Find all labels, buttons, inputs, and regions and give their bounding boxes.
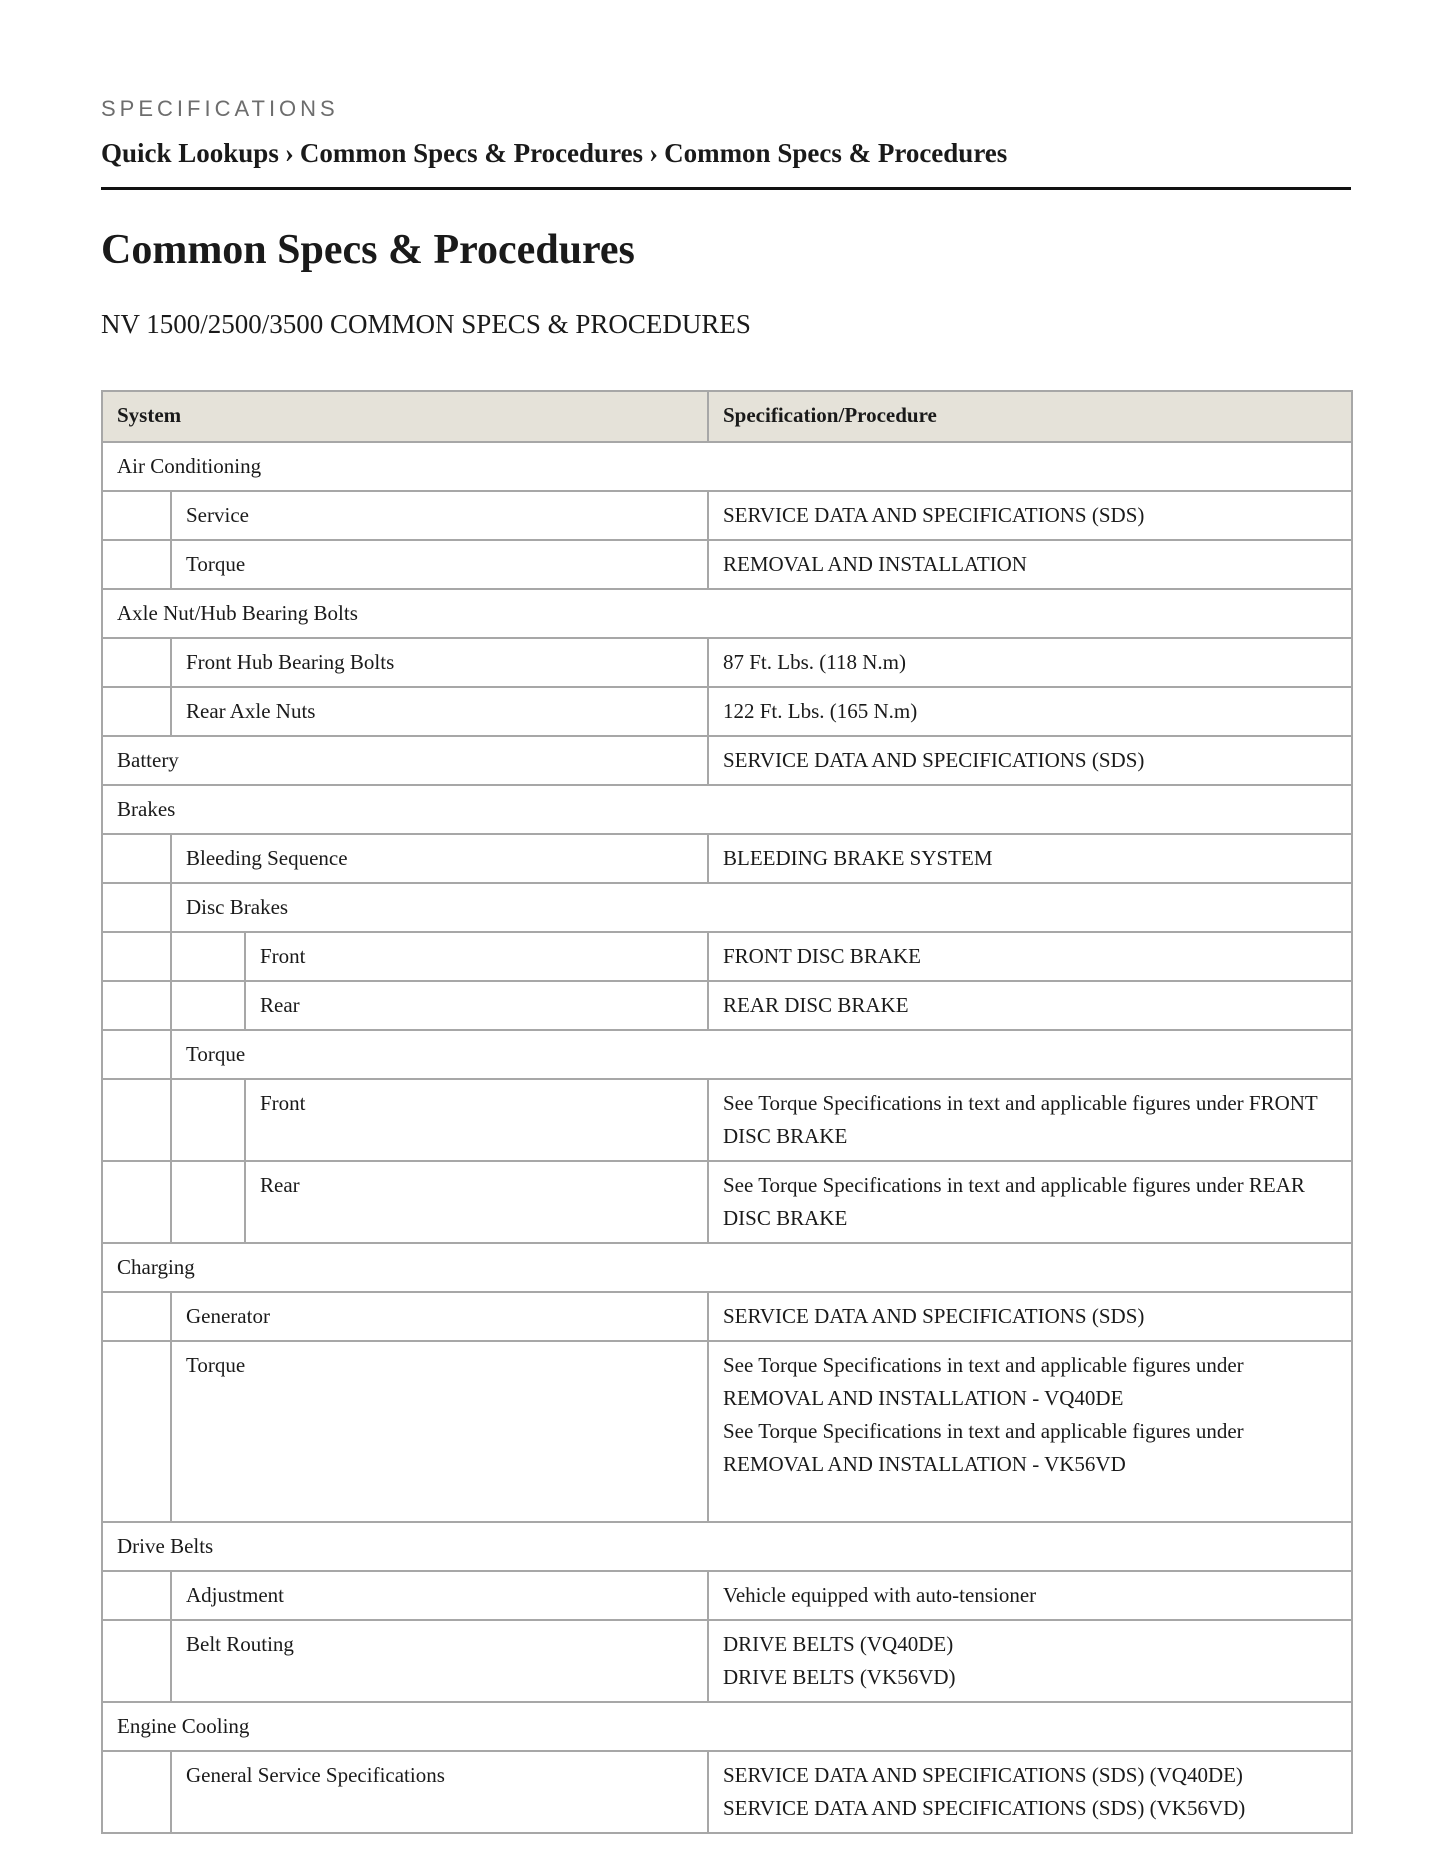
- page-subtitle: NV 1500/2500/3500 COMMON SPECS & PROCEDURES: [101, 309, 751, 339]
- system-cell: Adjustment: [171, 1571, 708, 1620]
- header-divider: [101, 187, 1351, 190]
- breadcrumb-separator: ›: [649, 138, 659, 168]
- indent-cell: [102, 1292, 171, 1341]
- system-cell: Disc Brakes: [171, 883, 1352, 932]
- breadcrumb: [101, 138, 1007, 169]
- indent-cell: [102, 1341, 171, 1522]
- table-row: [102, 1702, 1352, 1751]
- system-cell: Torque: [171, 540, 708, 589]
- system-cell: Battery: [102, 736, 708, 785]
- indent-cell: [171, 1161, 245, 1243]
- spec-cell: [708, 1751, 1352, 1833]
- indent-cell: [102, 883, 171, 932]
- indent-cell: [171, 932, 245, 981]
- system-cell: Rear: [245, 1161, 708, 1243]
- table-row: [102, 1620, 1352, 1702]
- spec-cell: [708, 1341, 1352, 1522]
- table-row: [102, 834, 1352, 883]
- indent-cell: [102, 687, 171, 736]
- spec-link[interactable]: REAR DISC BRAKE: [723, 993, 909, 1017]
- indent-cell: [171, 981, 245, 1030]
- indent-cell: [102, 1571, 171, 1620]
- system-cell: Torque: [171, 1030, 1352, 1079]
- system-cell: Belt Routing: [171, 1620, 708, 1702]
- table-row: [102, 1571, 1352, 1620]
- indent-cell: [102, 1030, 171, 1079]
- system-cell: Front: [245, 932, 708, 981]
- spec-link[interactable]: See Torque Specifications in text and applicable figures under REMOVAL AND INSTALLATION - VQ40DE: [723, 1353, 1244, 1410]
- system-cell: Charging: [102, 1243, 1352, 1292]
- table-row: [102, 491, 1352, 540]
- spec-link[interactable]: See Torque Specifications in text and applicable figures under REAR DISC BRAKE: [723, 1173, 1305, 1230]
- table-row: [102, 687, 1352, 736]
- spec-link[interactable]: SERVICE DATA AND SPECIFICATIONS (SDS): [723, 748, 1145, 772]
- section-kicker: SPECIFICATIONS: [101, 96, 339, 121]
- spec-cell: [708, 1620, 1352, 1702]
- spec-cell: [708, 736, 1352, 785]
- spec-link[interactable]: SERVICE DATA AND SPECIFICATIONS (SDS) (VK56VD): [723, 1796, 1246, 1820]
- spec-cell: [708, 1079, 1352, 1161]
- spec-link[interactable]: SERVICE DATA AND SPECIFICATIONS (SDS): [723, 1304, 1145, 1328]
- indent-cell: [102, 932, 171, 981]
- system-cell: Rear: [245, 981, 708, 1030]
- spec-link[interactable]: 122 Ft. Lbs. (165 N.m): [723, 699, 918, 723]
- spec-cell: [708, 981, 1352, 1030]
- table-row: [102, 883, 1352, 932]
- breadcrumb-item-current: Common Specs & Procedures: [664, 138, 1008, 168]
- indent-cell: [102, 1079, 171, 1161]
- system-cell: Front: [245, 1079, 708, 1161]
- spec-cell: [708, 932, 1352, 981]
- system-cell: Torque: [171, 1341, 708, 1522]
- spec-cell: [708, 1292, 1352, 1341]
- table-row: [102, 589, 1352, 638]
- indent-cell: [102, 981, 171, 1030]
- table-row: [102, 638, 1352, 687]
- spec-cell: [708, 1571, 1352, 1620]
- system-cell: Air Conditioning: [102, 442, 1352, 491]
- system-cell: Rear Axle Nuts: [171, 687, 708, 736]
- system-cell: Drive Belts: [102, 1522, 1352, 1571]
- table-row: [102, 540, 1352, 589]
- spec-cell: [708, 1161, 1352, 1243]
- spec-link[interactable]: See Torque Specifications in text and applicable figures under FRONT DISC BRAKE: [723, 1091, 1318, 1148]
- table-row: [102, 1030, 1352, 1079]
- system-cell: Axle Nut/Hub Bearing Bolts: [102, 589, 1352, 638]
- table-row: [102, 1522, 1352, 1571]
- table-row: [102, 736, 1352, 785]
- spec-cell: [708, 834, 1352, 883]
- spec-link[interactable]: SERVICE DATA AND SPECIFICATIONS (SDS): [723, 503, 1145, 527]
- indent-cell: [102, 491, 171, 540]
- table-row: [102, 1292, 1352, 1341]
- spec-link[interactable]: FRONT DISC BRAKE: [723, 944, 921, 968]
- spec-cell: [708, 540, 1352, 589]
- table-row: [102, 1341, 1352, 1522]
- spec-link[interactable]: SERVICE DATA AND SPECIFICATIONS (SDS) (VQ40DE): [723, 1763, 1243, 1787]
- indent-cell: [102, 638, 171, 687]
- table-row: [102, 1079, 1352, 1161]
- system-cell: Front Hub Bearing Bolts: [171, 638, 708, 687]
- system-cell: Engine Cooling: [102, 1702, 1352, 1751]
- indent-cell: [171, 1079, 245, 1161]
- spec-link[interactable]: DRIVE BELTS (VK56VD): [723, 1665, 956, 1689]
- spec-link[interactable]: DRIVE BELTS (VQ40DE): [723, 1632, 954, 1656]
- spec-cell: [708, 687, 1352, 736]
- table-row: [102, 981, 1352, 1030]
- table-row: [102, 1161, 1352, 1243]
- system-cell: Generator: [171, 1292, 708, 1341]
- column-header-spec: Specification/Procedure: [708, 391, 1352, 442]
- indent-cell: [102, 1751, 171, 1833]
- column-header-system: System: [102, 391, 708, 442]
- specs-table: [101, 390, 1353, 1834]
- breadcrumb-item-common-specs[interactable]: Common Specs & Procedures: [299, 138, 644, 168]
- spec-link[interactable]: REMOVAL AND INSTALLATION: [723, 552, 1027, 576]
- table-header-row: [102, 391, 1352, 442]
- spec-link[interactable]: 87 Ft. Lbs. (118 N.m): [723, 650, 906, 674]
- spec-cell: [708, 491, 1352, 540]
- spec-cell: [708, 638, 1352, 687]
- system-cell: Bleeding Sequence: [171, 834, 708, 883]
- indent-cell: [102, 1620, 171, 1702]
- indent-cell: [102, 1161, 171, 1243]
- breadcrumb-item-quick-lookups[interactable]: Quick Lookups: [101, 138, 279, 168]
- specs-table-body: [102, 442, 1352, 1833]
- indent-cell: [102, 834, 171, 883]
- page-title: Common Specs & Procedures: [101, 227, 635, 273]
- spec-link[interactable]: BLEEDING BRAKE SYSTEM: [723, 846, 993, 870]
- table-row: [102, 932, 1352, 981]
- table-row: [102, 785, 1352, 834]
- spec-link[interactable]: Vehicle equipped with auto-tensioner: [723, 1583, 1037, 1607]
- spec-link[interactable]: See Torque Specifications in text and applicable figures under REMOVAL AND INSTALLATION - VK56VD: [723, 1419, 1244, 1476]
- indent-cell: [102, 540, 171, 589]
- table-row: [102, 1243, 1352, 1292]
- system-cell: Service: [171, 491, 708, 540]
- system-cell: Brakes: [102, 785, 1352, 834]
- breadcrumb-separator: ›: [284, 138, 294, 168]
- system-cell: General Service Specifications: [171, 1751, 708, 1833]
- table-row: [102, 442, 1352, 491]
- table-row: [102, 1751, 1352, 1833]
